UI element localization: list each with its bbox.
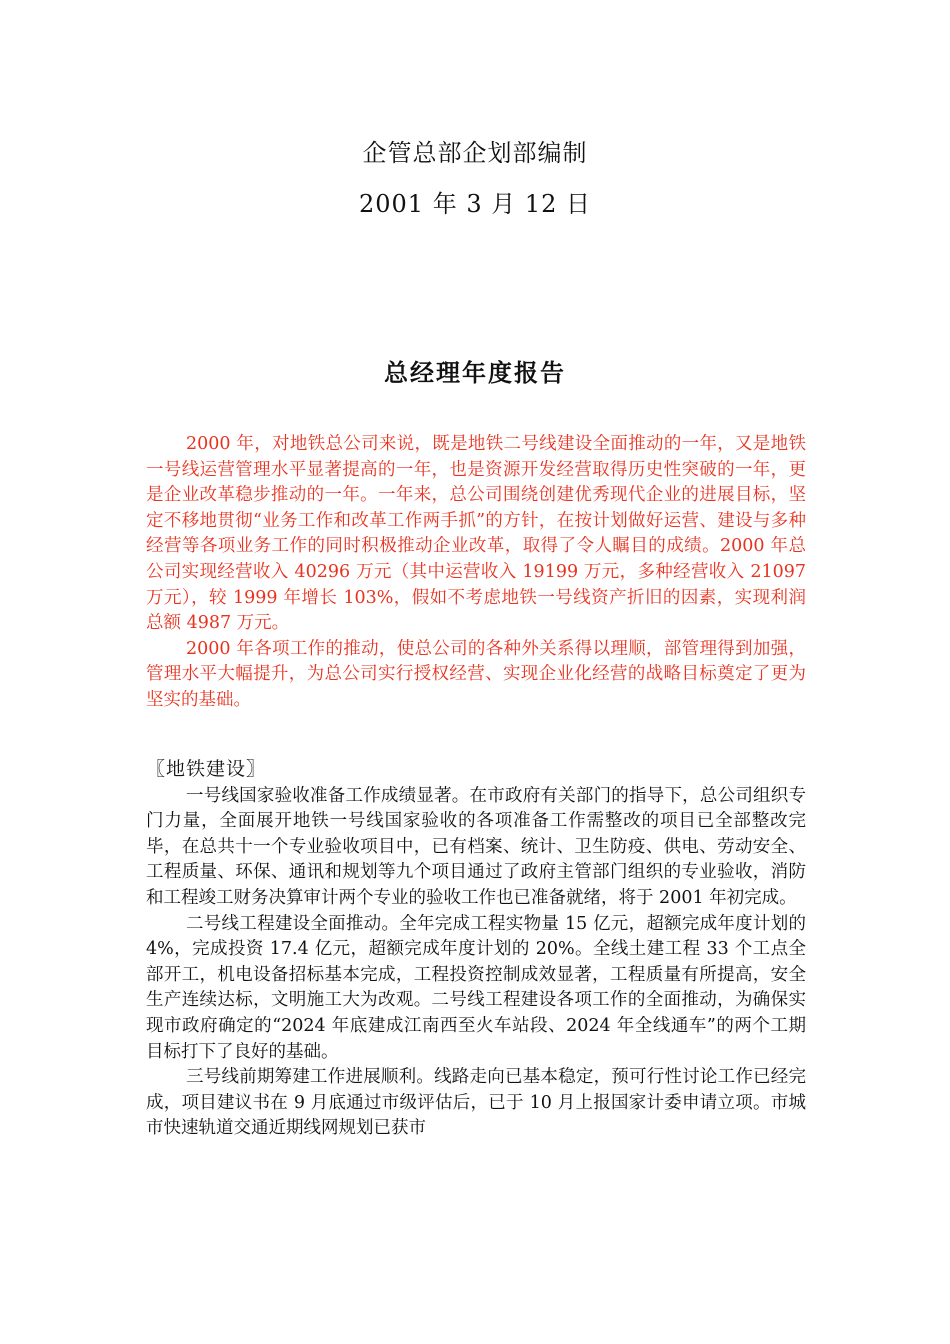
date-line: 2001 年 3 月 12 日 bbox=[358, 190, 592, 218]
section-heading: 〖地铁建设〗 bbox=[146, 758, 267, 780]
subway-construction-section bbox=[146, 757, 806, 1142]
section-paragraph-2: 二号线工程建设全面推动。全年完成工程实物量 15 亿元，超额完成年度计划的 4%，完成投资 17.4 亿元，超额完成年度计划的 20%。全线土建工程 33 个工点全部开工，机电设备招标基本完成，工程投资控制成效显著，工程质量有所提高，安全生产连续达标，文明施工大为改观。二号线工程建设各项工作的全面推动，为确保实现市政府确定的“2024 年底建成江南西至火车站段、2024 年全线通车”的两个工期目标打下了良好的基础。 bbox=[146, 913, 806, 1062]
organization-line: 企管总部企划部编制 bbox=[362, 139, 588, 167]
section-paragraph-3: 三号线前期筹建工作进展顺利。线路走向已基本稳定，预可行性讨论工作已经完成，项目建议书在 9 月底通过市级评估后，已于 10 月上报国家计委申请立项。市城市快速轨道交通近期线网规划已获市 bbox=[146, 1067, 806, 1139]
report-title: 总经理年度报告 bbox=[384, 359, 566, 387]
intro-block bbox=[146, 432, 806, 714]
section-paragraph-1: 一号线国家验收准备工作成绩显著。在市政府有关部门的指导下，总公司组织专门力量，全面展开地铁一号线国家验收的各项准备工作需整改的项目已全部整改完毕，在总共十一个专业验收项目中，已有档案、统计、卫生防疫、供电、劳动安全、工程质量、环保、通讯和规划等九个项目通过了政府主管部门组织的专业验收，消防和工程竣工财务决算审计两个专业的验收工作也已准备就绪，将于 2001 年初完成。 bbox=[146, 785, 806, 908]
intro-paragraph-1: 2000 年，对地铁总公司来说，既是地铁二号线建设全面推动的一年，又是地铁一号线运营管理水平显著提高的一年，也是资源开发经营取得历史性突破的一年，更是企业改革稳步推动的一年。一年来，总公司围绕创建优秀现代企业的进展目标，坚定不移地贯彻“业务工作和改革工作两手抓”的方针，在按计划做好运营、建设与多种经营等各项业务工作的同时积极推动企业改革，取得了令人瞩目的成绩。2000 年总公司实现经营收入 40296 万元（其中运营收入 19199 万元，多种经营收入 21097 万元），较 1999 年增长 103%，假如不考虑地铁一号线资产折旧的因素，实现利润总额 4987 万元。 bbox=[146, 434, 806, 634]
intro-paragraph-2: 2000 年各项工作的推动，使总公司的各种外关系得以理顺，部管理得到加强，管理水平大幅提升，为总公司实行授权经营、实现企业化经营的战略目标奠定了更为坚实的基础。 bbox=[146, 638, 806, 710]
